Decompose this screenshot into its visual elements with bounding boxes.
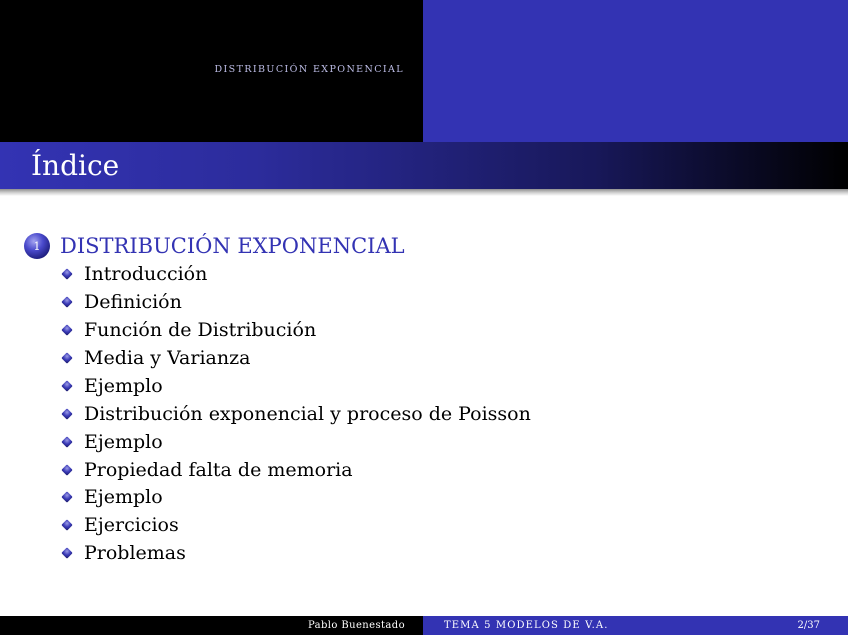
toc-subsection-item[interactable] bbox=[58, 317, 316, 343]
toc-subsection-item[interactable] bbox=[58, 401, 531, 427]
diamond-bullet-icon bbox=[58, 461, 76, 479]
headline-left-panel bbox=[0, 0, 423, 142]
diamond-bullet-icon bbox=[58, 265, 76, 283]
diamond-bullet-icon bbox=[58, 405, 76, 423]
toc-subsection-label[interactable]: Ejemplo bbox=[84, 486, 163, 508]
diamond-bullet-icon bbox=[58, 488, 76, 506]
toc-subsection-label[interactable]: Problemas bbox=[84, 542, 186, 564]
toc-subsection-item[interactable] bbox=[58, 429, 163, 455]
frame-title-bar bbox=[0, 142, 848, 189]
toc-subsection-label[interactable]: Definición bbox=[84, 291, 182, 313]
footline-left-panel bbox=[0, 616, 423, 635]
toc-subsection-label[interactable]: Ejercicios bbox=[84, 514, 179, 536]
toc-subsection-item[interactable] bbox=[58, 289, 182, 315]
toc-subsection-label[interactable]: Media y Varianza bbox=[84, 347, 251, 369]
headline-section-title[interactable]: DISTRIBUCIÓN EXPONENCIAL bbox=[214, 64, 404, 75]
toc-subsection-label[interactable]: Propiedad falta de memoria bbox=[84, 459, 353, 481]
toc-section-item[interactable] bbox=[24, 232, 405, 260]
toc-subsection-label[interactable]: Distribución exponencial y proceso de Poisson bbox=[84, 403, 531, 425]
diamond-bullet-icon bbox=[58, 516, 76, 534]
diamond-bullet-icon bbox=[58, 433, 76, 451]
diamond-bullet-icon bbox=[58, 544, 76, 562]
diamond-bullet-icon bbox=[58, 321, 76, 339]
toc-subsection-item[interactable] bbox=[58, 512, 179, 538]
footline-author: Pablo Buenestado bbox=[307, 620, 405, 631]
toc-subsection-item[interactable] bbox=[58, 345, 250, 371]
toc-subsection-item[interactable] bbox=[58, 373, 163, 399]
toc-section-label[interactable]: DISTRIBUCIÓN EXPONENCIAL bbox=[60, 234, 405, 258]
frame-title-shadow bbox=[0, 189, 848, 196]
toc-subsection-label[interactable]: Función de Distribución bbox=[84, 319, 317, 341]
toc-subsection-item[interactable] bbox=[58, 261, 207, 287]
toc-subsection-label[interactable]: Ejemplo bbox=[84, 375, 163, 397]
toc-subsection-label[interactable]: Ejemplo bbox=[84, 431, 163, 453]
toc-subsection-label[interactable]: Introducción bbox=[84, 263, 208, 285]
footline-title: TEMA 5 MODELOS DE V.A. bbox=[444, 620, 609, 631]
frame-title: Índice bbox=[31, 149, 120, 182]
footline-right-panel bbox=[423, 616, 848, 635]
toc-subsection-item[interactable] bbox=[58, 484, 163, 510]
footline-page-number: 2/37 bbox=[797, 620, 820, 631]
toc-subsection-item[interactable] bbox=[58, 540, 186, 566]
toc-subsection-item[interactable] bbox=[58, 457, 353, 483]
diamond-bullet-icon bbox=[58, 293, 76, 311]
diamond-bullet-icon bbox=[58, 377, 76, 395]
diamond-bullet-icon bbox=[58, 349, 76, 367]
headline-right-panel bbox=[423, 0, 848, 142]
section-number-ball-icon: 1 bbox=[24, 233, 50, 259]
